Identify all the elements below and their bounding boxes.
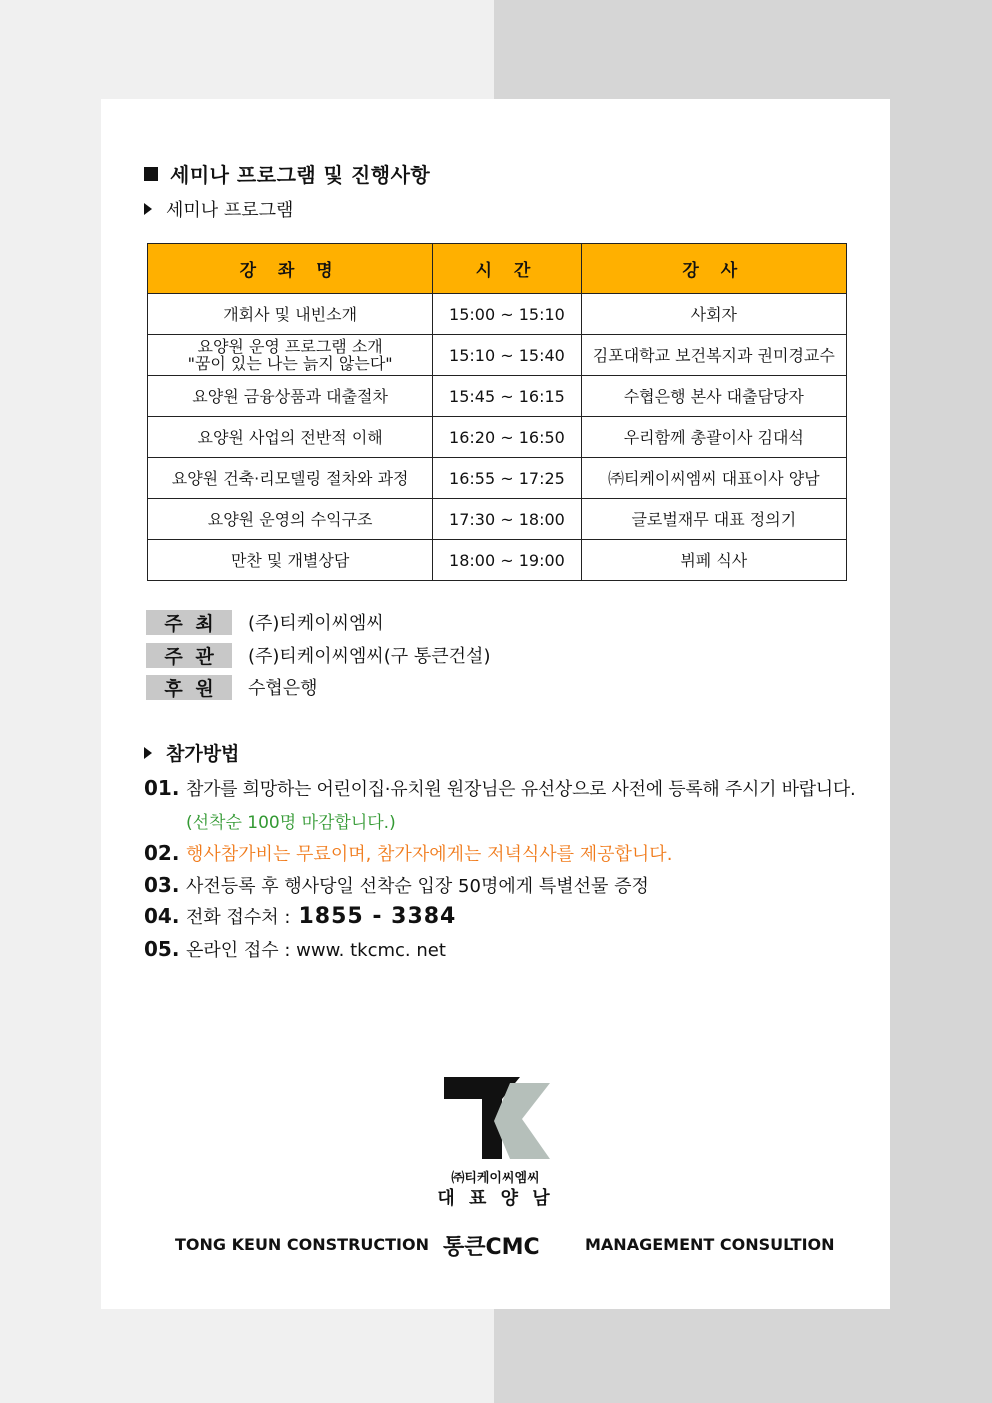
cell-title: 만찬 및 개별상담 [148, 540, 433, 581]
cell-speaker: 뷔페 식사 [581, 540, 846, 581]
list-item [144, 903, 456, 929]
organizer-tag [146, 610, 232, 635]
cell-time: 15:00 ~ 15:10 [433, 294, 581, 335]
participation-heading [144, 739, 239, 766]
organizer-sponsor [146, 674, 318, 700]
table-row [148, 540, 847, 581]
footer-left: TONG KEUN CONSTRUCTION [175, 1235, 429, 1254]
tk-logo-icon [444, 1077, 550, 1163]
tag-char: 최 [195, 612, 214, 635]
item-number: 02. [144, 841, 180, 865]
cell-time: 15:45 ~ 16:15 [433, 376, 581, 417]
document-page [101, 99, 890, 1309]
organizer-tag [146, 675, 232, 700]
cell-time: 15:10 ~ 15:40 [433, 335, 581, 376]
organizer-value: (주)티케이씨엠씨(구 통큰건설) [248, 646, 491, 667]
tag-char: 후 [164, 677, 183, 700]
table-row [148, 335, 847, 376]
tag-char: 원 [195, 677, 214, 700]
cell-title: 요양원 금융상품과 대출절차 [148, 376, 433, 417]
participation-title: 참가방법 [166, 743, 240, 765]
table-row [148, 294, 847, 335]
triangle-bullet-icon [144, 203, 152, 215]
organizer-tag [146, 643, 232, 668]
section-heading-text: 세미나 프로그램 및 진행사항 [170, 163, 431, 187]
footer-right: MANAGEMENT CONSULTION [585, 1235, 835, 1254]
cell-title: 요양원 사업의 전반적 이해 [148, 417, 433, 458]
cell-title: 요양원 운영의 수익구조 [148, 499, 433, 540]
organizer-host [146, 609, 384, 635]
subheading [144, 196, 293, 222]
item-text[interactable]: 온라인 접수 : www. tkcmc. net [186, 940, 446, 961]
item-text: 참가를 희망하는 어린이집·유치원 원장님은 유선상으로 사전에 등록해 주시기 바랍니다. [186, 779, 856, 800]
header-speaker: 강 사 [581, 244, 846, 294]
cell-time: 18:00 ~ 19:00 [433, 540, 581, 581]
header-lecture: 강 좌 명 [148, 244, 433, 294]
cell-time: 16:55 ~ 17:25 [433, 458, 581, 499]
organizer-value: (주)티케이씨엠씨 [248, 613, 384, 634]
cell-title: 개회사 및 내빈소개 [148, 294, 433, 335]
cell-speaker: 사회자 [581, 294, 846, 335]
table-row [148, 499, 847, 540]
list-item [144, 840, 672, 866]
item-text: 행사참가비는 무료이며, 참가자에게는 저녁식사를 제공합니다. [186, 844, 673, 865]
item-text: 전화 접수처 : [186, 907, 291, 928]
cell-speaker: 김포대학교 보건복지과 권미경교수 [581, 335, 846, 376]
cell-speaker: ㈜티케이씨엠씨 대표이사 양남 [581, 458, 846, 499]
square-bullet-icon [144, 167, 158, 181]
logo-company-name: ㈜티케이씨엠씨 [451, 1171, 540, 1186]
cell-time: 17:30 ~ 18:00 [433, 499, 581, 540]
capacity-note: (선착순 100명 마감합니다.) [186, 813, 396, 833]
cell-speaker: 우리함께 총괄이사 김대석 [581, 417, 846, 458]
triangle-bullet-icon [144, 747, 152, 759]
phone-number[interactable]: 1855 - 3384 [298, 904, 457, 929]
program-table [147, 243, 847, 581]
list-item [144, 872, 649, 898]
organizer-value: 수협은행 [248, 678, 318, 699]
table-row [148, 458, 847, 499]
item-number: 01. [144, 776, 180, 800]
table-row [148, 376, 847, 417]
list-item [144, 775, 855, 801]
table-row [148, 417, 847, 458]
organizer-manager [146, 642, 490, 668]
subheading-text: 세미나 프로그램 [166, 200, 294, 221]
footer-brand: 통큰CMC [443, 1235, 540, 1260]
section-heading [144, 159, 430, 188]
tag-char: 주 [164, 612, 183, 635]
tag-char: 주 [164, 645, 183, 668]
cell-speaker: 수협은행 본사 대출담당자 [581, 376, 846, 417]
header-time: 시 간 [433, 244, 581, 294]
table-header-row [148, 244, 847, 294]
logo-ceo-name: 대 표 양 남 [437, 1188, 554, 1209]
cell-speaker: 글로벌재무 대표 정의기 [581, 499, 846, 540]
item-number: 05. [144, 937, 180, 961]
item-number: 04. [144, 904, 180, 928]
cell-title: 요양원 건축·리모델링 절차와 과정 [148, 458, 433, 499]
tag-char: 관 [195, 645, 214, 668]
cell-time: 16:20 ~ 16:50 [433, 417, 581, 458]
cell-title: 요양원 운영 프로그램 소개 "꿈이 있는 나는 늙지 않는다" [148, 335, 433, 376]
item-text: 사전등록 후 행사당일 선착순 입장 50명에게 특별선물 증정 [186, 876, 649, 897]
item-number: 03. [144, 873, 180, 897]
list-item [144, 936, 446, 962]
